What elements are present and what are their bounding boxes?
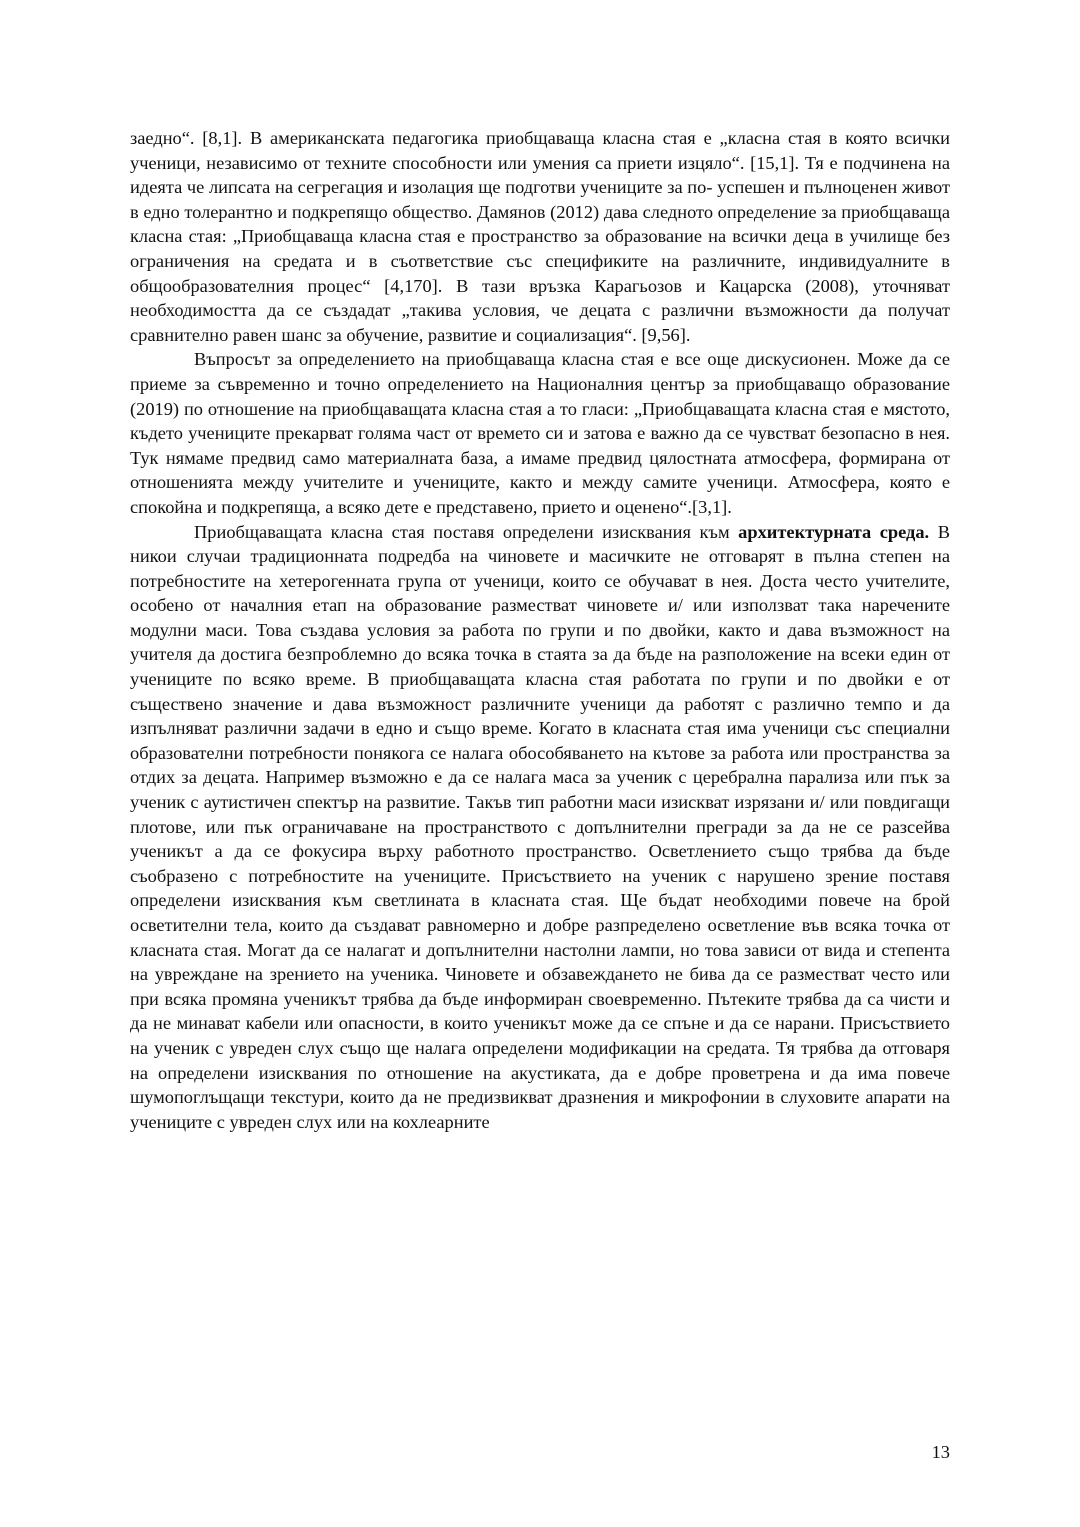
paragraph-1: заедно“. [8,1]. В американската педагогика приобщаваща класна стая е „класна стая в която всички ученици, независимо от техните способности или умения са приети изцяло“. [15,1]. Тя е подчинена на идеята че липсата на сегрегация и изолация ще подготви учениците за по- успешен и пълноценен живот в едно толерантно и подкрепящо общество. Дамянов (2012) дава следното определение за приобщаваща класна стая: „Приобщаваща класна стая е пространство за образование на всички деца в училище без ограничения на средата и в съответствие със спецификите на различните, индивидуалните в общообразователния процес“ [4,170]. В тази връзка Карагьозов и Кацарска (2008), уточняват необходимостта да се създадат „такива условия, че децата с различни възможности да получат сравнително равен шанс за обучение, развитие и социализация“. [9,56]. bbox=[130, 128, 950, 345]
bold-term: архитектурната среда. bbox=[738, 521, 930, 542]
paragraph-2: Въпросът за определението на приобщаваща класна стая е все още дискусионен. Може да се приеме за съвременно и точно определението на Националния център за приобщаващо образование (2019) по отношение на приобщаващата класна стая а то гласи: „Приобщаващата класна стая е мястото, където учениците прекарват голяма част от времето си и затова е важно да се чувстват безопасно в нея. Тук нямаме предвид само материалната база, а имаме предвид цялостната атмосфера, формирана от отношенията между учителите и учениците, както и между самите ученици. Атмосфера, която е спокойна и подкрепяща, а всяко дете е представено, прието и оценено“.[3,1]. bbox=[130, 349, 950, 517]
page-number: 13 bbox=[931, 1442, 950, 1462]
body-text bbox=[130, 126, 950, 1134]
paragraph-3-body: В никои случаи традиционната подредба на чиновете и масичките не отговарят в пълна степен на потребностите на хетерогенната група от ученици, които се обучават в нея. Доста често учителите, особено от началния етап на образование разместват чиновете и/ или използват така наречените модулни маси. Това създава условия за работа по групи и по двойки, както и дава възможност на учителя да достига безпроблемно до всяка точка в стаята за да бъде на разположение на всеки един от учениците по всяко време. В приобщаващата класна стая работата по групи и по двойки е от съществено значение и дава възможност различните ученици да работят с различно темпо и да изпълняват различни задачи в едно и също време. Когато в класната стая има ученици със специални образователни потребности понякога се налага обособяването на кътове за работа или пространства за отдих за децата. Например възможно е да се налага маса за ученик с церебрална парализа или пък за ученик с аутистичен спектър на развитие. Такъв тип работни маси изискват изрязани и/ или повдигащи плотове, или пък ограничаване на пространството с допълнителни прегради за да не се разсейва ученикът а да се фокусира върху работното пространство. Осветлението също трябва да бъде съобразено с потребностите на учениците. Присъствието на ученик с нарушено зрение поставя определени изисквания към светлината в класната стая. Ще бъдат необходими повече на брой осветителни тела, които да създават равномерно и добре разпределено осветление във всяка точка от класната стая. Могат да се налагат и допълнителни настолни лампи, но това зависи от вида и степента на увреждане на зрението на ученика. Чиновете и обзавеждането не бива да се разместват често или при всяка промяна ученикът трябва да бъде информиран своевременно. Пътеките трябва да са чисти и да не минават кабели или опасности, в които ученикът може да се спъне и да се нарани. Присъствието на ученик с увреден слух също ще налага определени модификации на средата. Тя трябва да отговаря на определени изисквания по отношение на акустиката, да е добре проветрена и да има повече шумопоглъщащи текстури, които да не предизвикват дразнения и микрофонии в слуховите апарати на учениците с увреден слух или на кохлеарните bbox=[130, 521, 951, 1132]
paragraph-3-lead: Приобщаващата класна стая поставя определени изисквания към bbox=[194, 521, 739, 542]
paragraph-3 bbox=[130, 520, 950, 1135]
